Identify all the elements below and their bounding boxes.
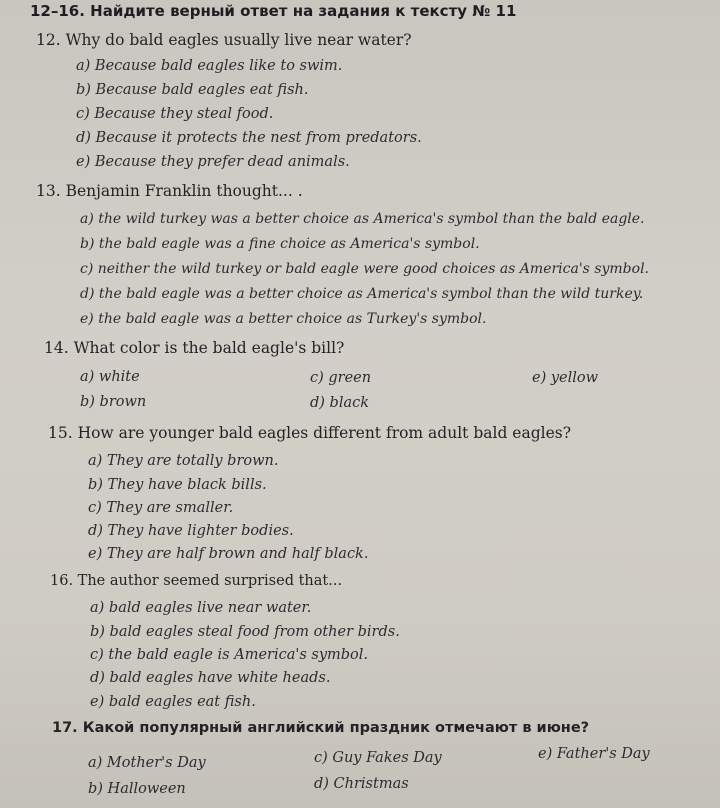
q17-option-e: e) Father's Day <box>538 746 650 762</box>
q12-option-a: a) Because bald eagles like to swim. <box>76 58 343 74</box>
q12-option-c: c) Because they steal food. <box>76 106 274 122</box>
q14-option-d: d) black <box>310 395 370 411</box>
question-17: 17. Какой популярный английский праздник отмечают в июне? <box>52 720 590 736</box>
q16-option-c: c) the bald eagle is America's symbol. <box>90 647 369 663</box>
q14-option-c: c) green <box>310 370 372 386</box>
question-12: 12. Why do bald eagles usually live near water? <box>36 31 412 49</box>
question-13: 13. Benjamin Franklin thought... . <box>36 182 303 200</box>
q12-option-b: b) Because bald eagles eat fish. <box>76 82 309 98</box>
q15-option-d: d) They have lighter bodies. <box>88 523 294 539</box>
q12-option-e: e) Because they prefer dead animals. <box>76 154 350 170</box>
q17-option-b: b) Halloween <box>88 781 186 797</box>
q16-option-e: e) bald eagles eat fish. <box>90 694 256 710</box>
q17-option-c: c) Guy Fakes Day <box>314 750 442 766</box>
q15-option-a: a) They are totally brown. <box>88 453 279 469</box>
q16-option-b: b) bald eagles steal food from other birds. <box>90 624 400 640</box>
q17-option-d: d) Christmas <box>314 776 409 792</box>
q15-option-b: b) They have black bills. <box>88 477 267 493</box>
q13-option-b: b) the bald eagle was a fine choice as America's symbol. <box>80 236 480 252</box>
q12-option-d: d) Because it protects the nest from predators. <box>76 130 422 146</box>
question-15: 15. How are younger bald eagles different from adult bald eagles? <box>48 424 572 442</box>
q16-option-d: d) bald eagles have white heads. <box>90 670 331 686</box>
q16-option-a: a) bald eagles live near water. <box>90 600 312 616</box>
q17-option-a: a) Mother's Day <box>88 755 206 771</box>
question-16: 16. The author seemed surprised that... <box>50 573 343 589</box>
q14-option-a: a) white <box>80 369 140 385</box>
q13-option-a: a) the wild turkey was a better choice as America's symbol than the bald eagle. <box>80 211 645 227</box>
q13-option-c: c) neither the wild turkey or bald eagle were good choices as America's symbol. <box>80 261 650 277</box>
q13-option-e: e) the bald eagle was a better choice as Turkey's symbol. <box>80 311 487 327</box>
q13-option-d: d) the bald eagle was a better choice as America's symbol than the wild turkey. <box>80 286 644 302</box>
q14-option-e: e) yellow <box>532 370 599 386</box>
q15-option-c: c) They are smaller. <box>88 500 234 516</box>
q15-option-e: e) They are half brown and half black. <box>88 546 369 562</box>
worksheet-header: 12–16. Найдите верный ответ на задания к тексту № 11 <box>30 2 517 20</box>
q14-option-b: b) brown <box>80 394 147 410</box>
question-14: 14. What color is the bald eagle's bill? <box>44 339 345 357</box>
